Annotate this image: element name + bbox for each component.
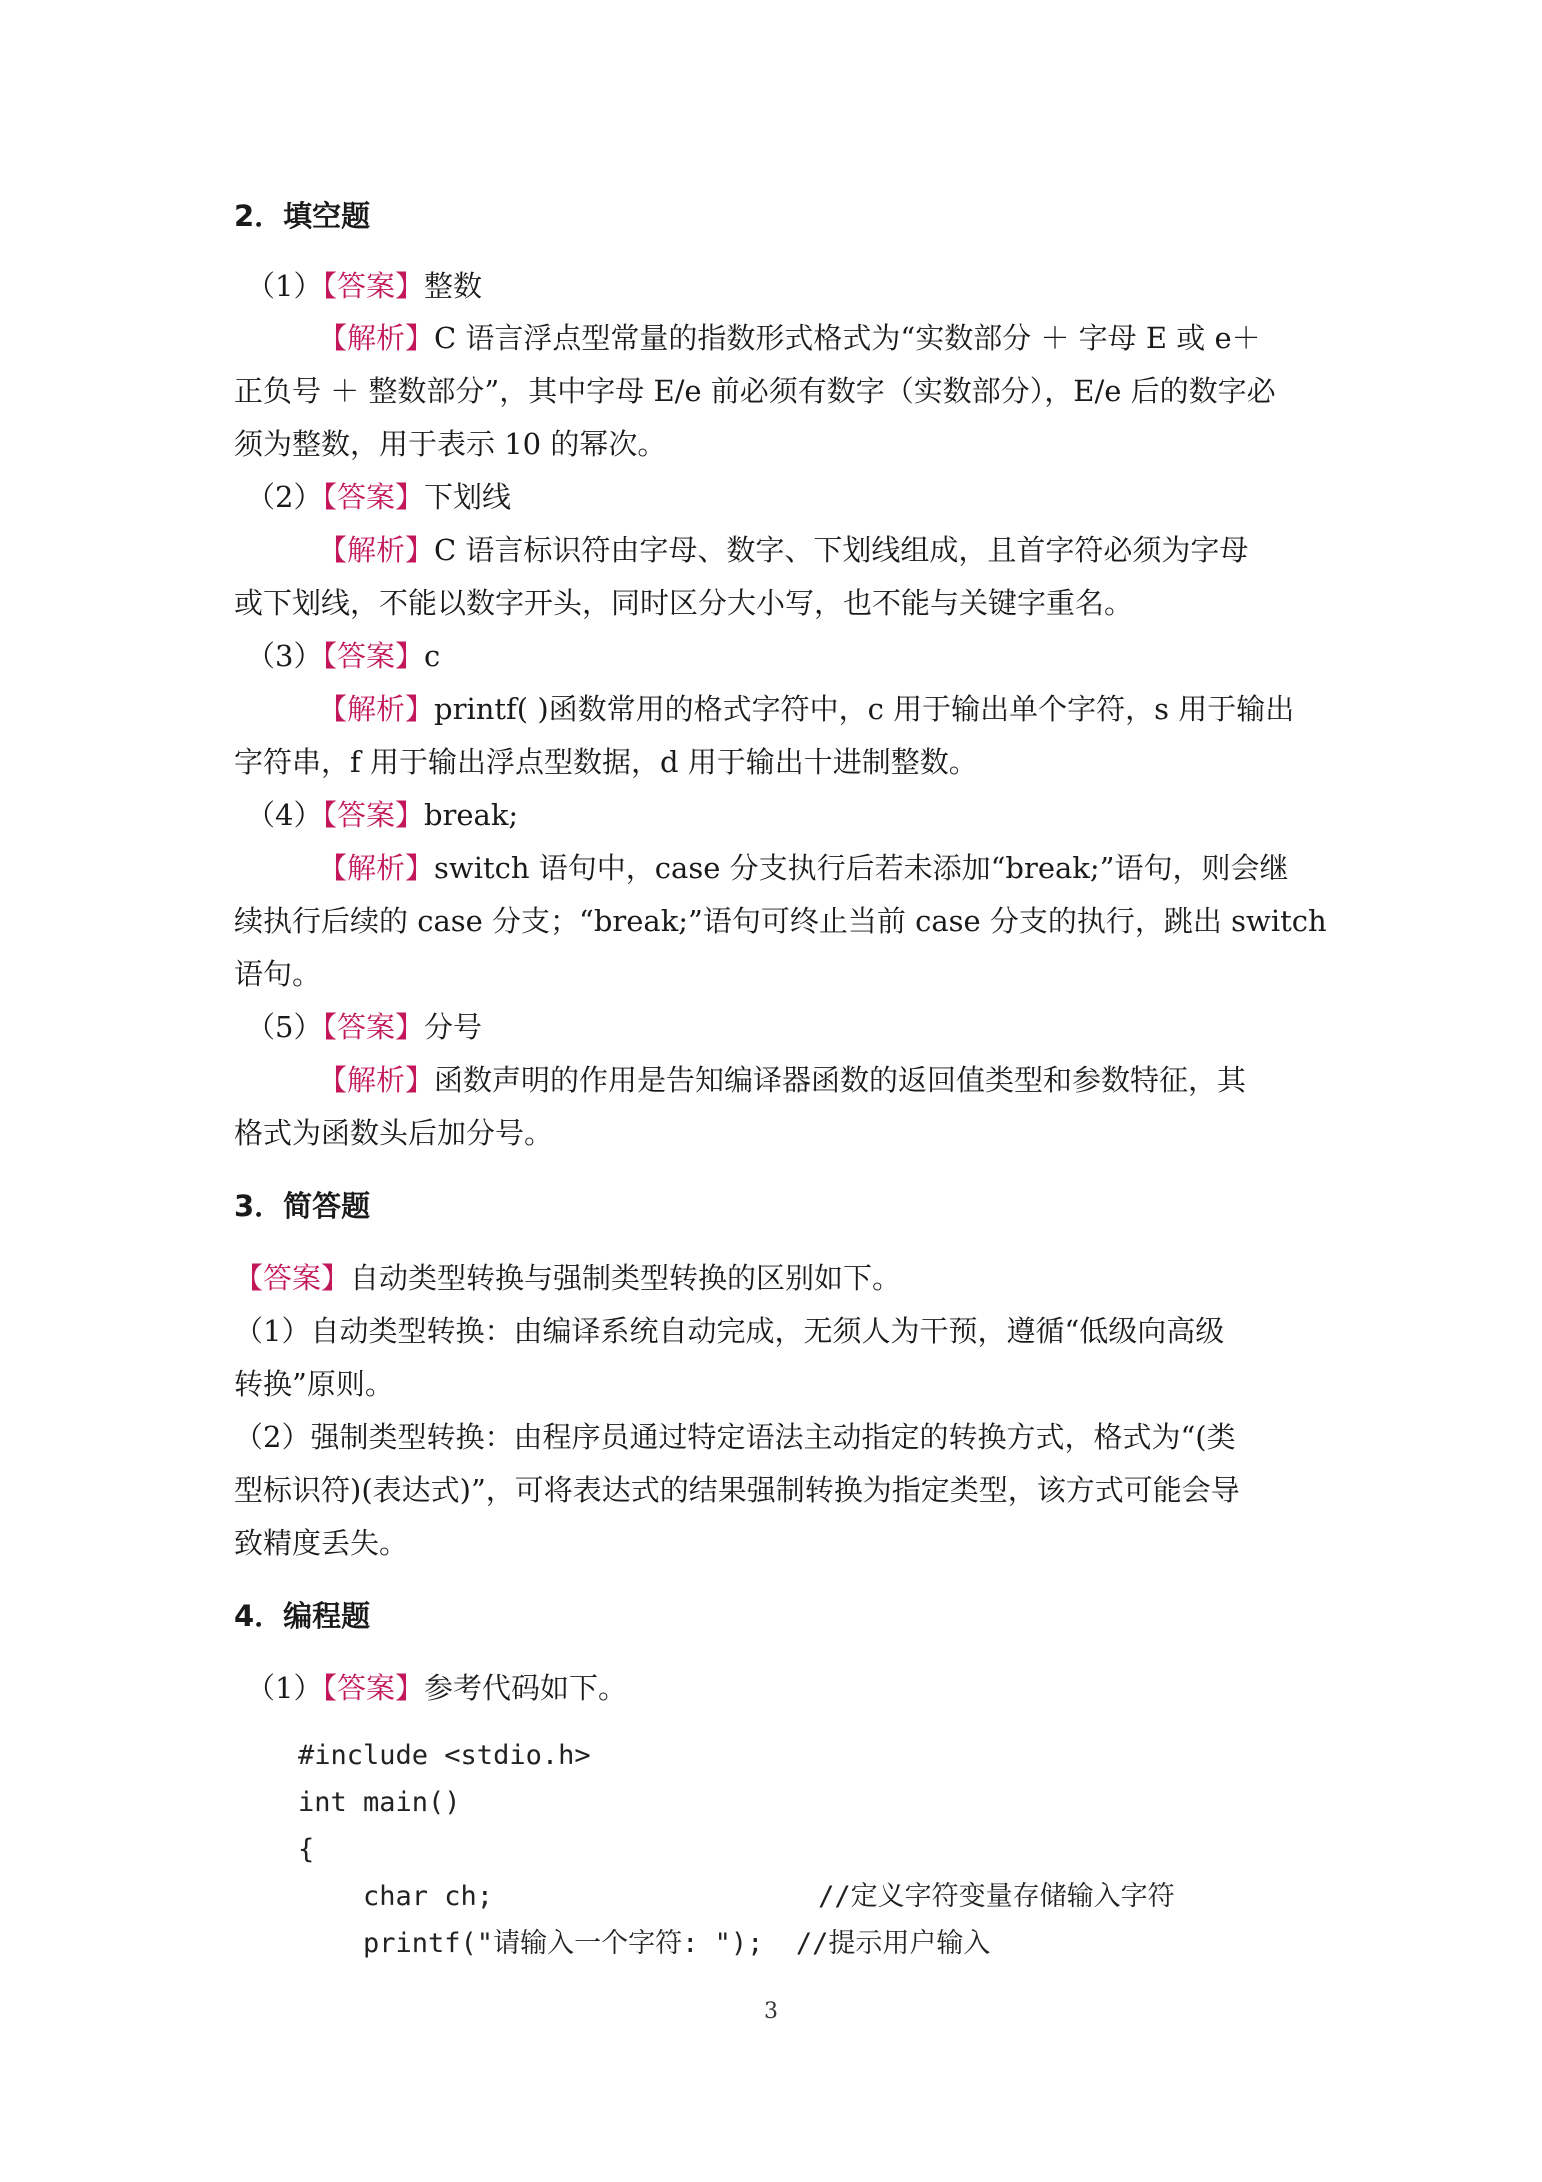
analysis-tag: 【解析】 (318, 692, 435, 726)
fill-item-3-analysis-line-1 (318, 689, 1294, 729)
answer-tag: 【答案】 (234, 1261, 351, 1295)
fill-item-1-analysis-line-2: 正负号 ＋ 整数部分”，其中字母 E/e 前必须有数字（实数部分），E/e 后的数字必 (234, 374, 1276, 408)
section-heading-fill-blank: 2．填空题 (234, 199, 371, 233)
item-number: （4） (246, 798, 323, 832)
fill-item-4-analysis-line-1 (318, 848, 1288, 888)
fill-item-2-analysis-line-2: 或下划线，不能以数字开头，同时区分大小写，也不能与关键字重名。 (234, 586, 1134, 620)
fill-item-3-answer-line (246, 636, 440, 676)
code-line-5: printf("请输入一个字符: "); //提示用户输入 (298, 1928, 991, 1959)
answer-text: 参考代码如下。 (423, 1671, 627, 1705)
short-answer-line-3: （2）强制类型转换：由程序员通过特定语法主动指定的转换方式，格式为“(类 (234, 1420, 1236, 1454)
fill-item-5-analysis-line-1 (318, 1060, 1246, 1100)
item-number: （3） (246, 639, 323, 673)
short-answer-intro-text: 自动类型转换与强制类型转换的区别如下。 (350, 1261, 902, 1295)
answer-tag: 【答案】 (322, 1671, 424, 1705)
page-number: 3 (764, 1999, 778, 2024)
fill-item-5-answer-line (246, 1007, 482, 1047)
fill-item-1-analysis-line-1 (318, 318, 1261, 358)
code-line-4: char ch; //定义字符变量存储输入字符 (298, 1881, 1175, 1912)
answer-text: break; (423, 798, 519, 832)
short-answer-line-4: 型标识符)(表达式)”，可将表达式的结果强制转换为指定类型，该方式可能会导 (234, 1473, 1240, 1507)
answer-text: c (423, 639, 441, 673)
prog-item-1-answer-line (246, 1668, 627, 1708)
item-number: （2） (246, 480, 323, 514)
answer-tag: 【答案】 (322, 1010, 424, 1044)
code-line-2: int main() (298, 1787, 461, 1818)
analysis-tag: 【解析】 (318, 533, 435, 567)
short-answer-intro (234, 1258, 901, 1298)
item-number: （5） (246, 1010, 323, 1044)
fill-item-4-analysis-line-3: 语句。 (234, 957, 322, 991)
fill-item-4-answer-line (246, 795, 518, 835)
fill-item-3-analysis-line-2: 字符串，f 用于输出浮点型数据，d 用于输出十进制整数。 (234, 745, 978, 779)
answer-text: 分号 (423, 1010, 482, 1044)
short-answer-line-1: （1）自动类型转换：由编译系统自动完成，无须人为干预，遵循“低级向高级 (234, 1314, 1225, 1348)
fill-item-1-analysis-line-3: 须为整数，用于表示 10 的幂次。 (234, 427, 667, 461)
analysis-tag: 【解析】 (318, 321, 435, 355)
section-heading-short-answer: 3．简答题 (234, 1189, 371, 1223)
answer-text: 整数 (423, 269, 482, 303)
fill-item-4-analysis-line-2: 续执行后续的 case 分支；“break;”语句可终止当前 case 分支的执行，跳出 switch (234, 904, 1327, 938)
answer-tag: 【答案】 (322, 798, 424, 832)
analysis-text: 函数声明的作用是告知编译器函数的返回值类型和参数特征，其 (434, 1063, 1247, 1097)
answer-text: 下划线 (423, 480, 511, 514)
section-heading-programming: 4．编程题 (234, 1599, 371, 1633)
analysis-text: C 语言标识符由字母、数字、下划线组成，且首字符必须为字母 (434, 533, 1249, 567)
analysis-text: C 语言浮点型常量的指数形式格式为“实数部分 ＋ 字母 E 或 e＋ (434, 321, 1261, 355)
code-line-3: { (298, 1834, 315, 1865)
analysis-text: switch 语句中，case 分支执行后若未添加“break;”语句，则会继 (434, 851, 1289, 885)
fill-item-2-analysis-line-1 (318, 530, 1248, 570)
fill-item-2-answer-line (246, 477, 511, 517)
item-number: （1） (246, 1671, 323, 1705)
answer-tag: 【答案】 (322, 480, 424, 514)
fill-item-5-analysis-line-2: 格式为函数头后加分号。 (234, 1116, 554, 1150)
answer-tag: 【答案】 (322, 639, 424, 673)
analysis-tag: 【解析】 (318, 851, 435, 885)
short-answer-line-2: 转换”原则。 (234, 1367, 394, 1401)
fill-item-1-answer-line (246, 266, 482, 306)
analysis-text: printf( )函数常用的格式字符中，c 用于输出单个字符，s 用于输出 (434, 692, 1295, 726)
code-line-1: #include <stdio.h> (298, 1740, 591, 1771)
answer-tag: 【答案】 (322, 269, 424, 303)
item-number: （1） (246, 269, 323, 303)
analysis-tag: 【解析】 (318, 1063, 435, 1097)
short-answer-line-5: 致精度丢失。 (234, 1526, 409, 1560)
